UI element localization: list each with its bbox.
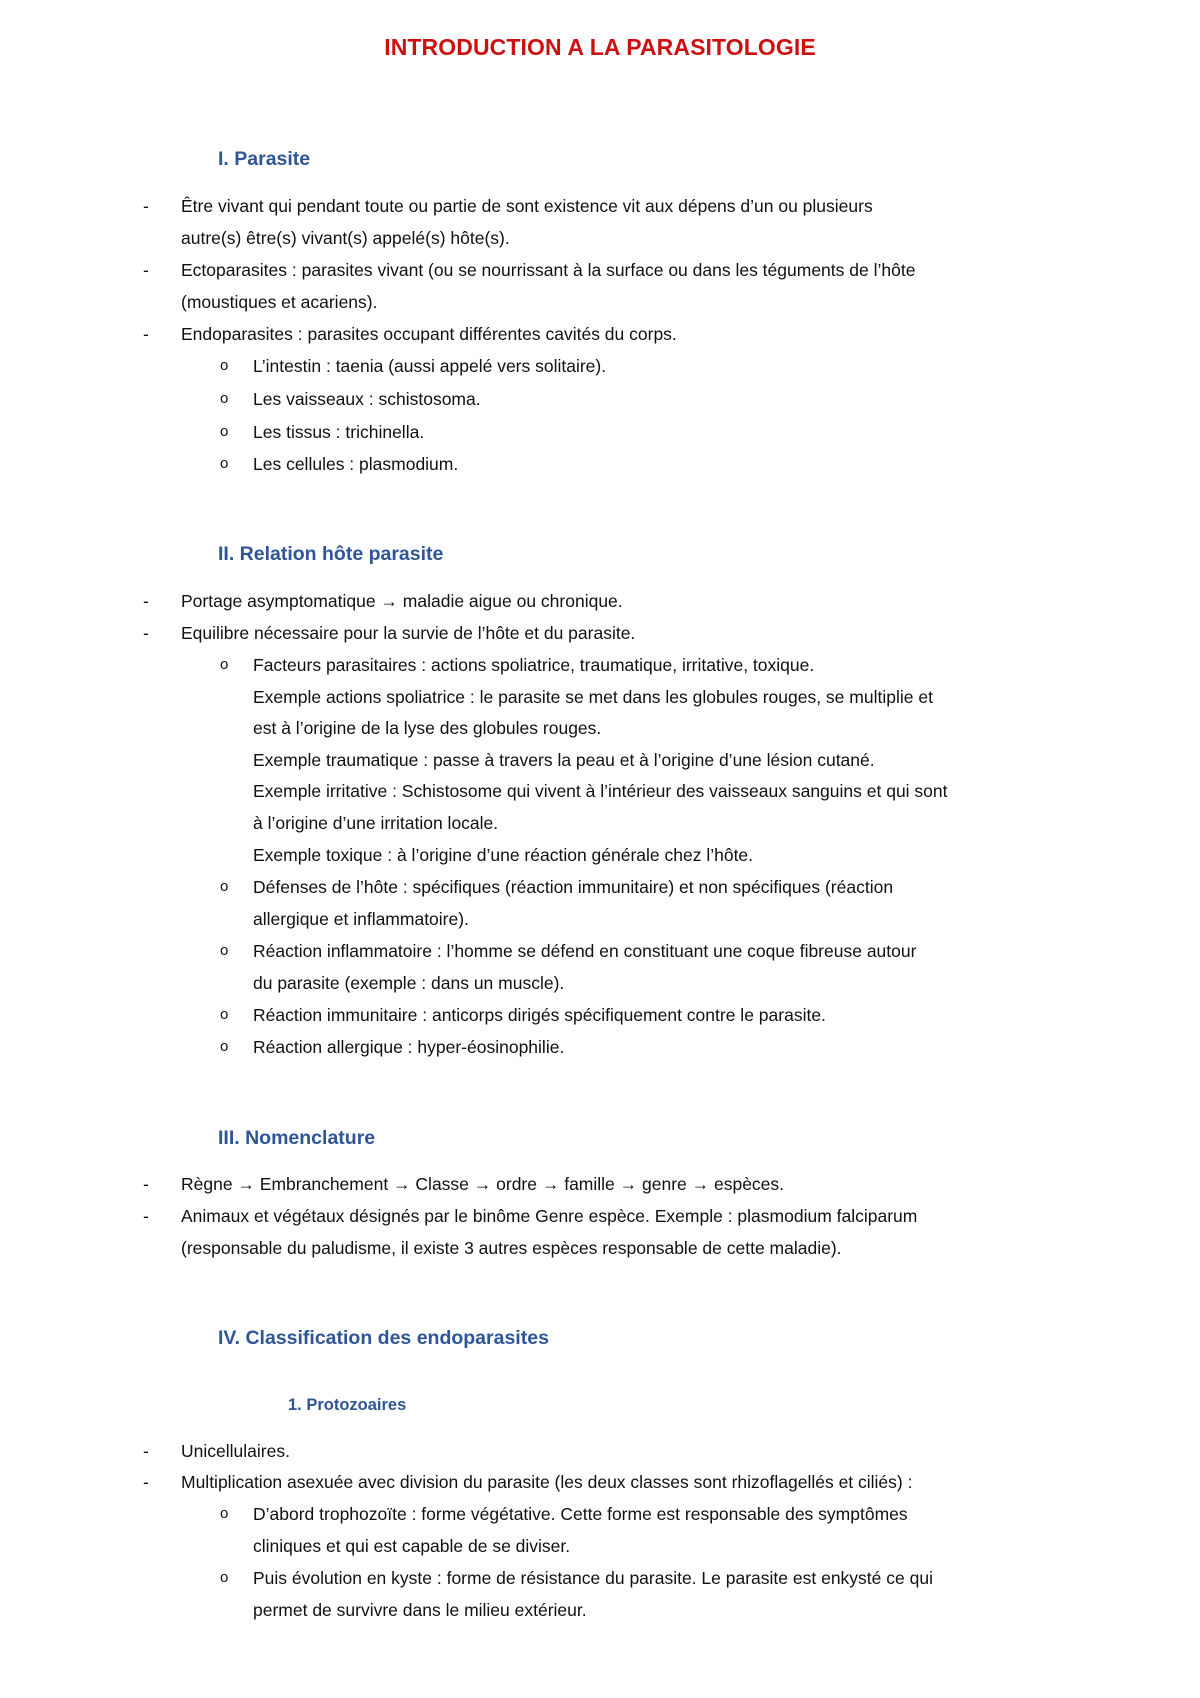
bullet-circle: o: [220, 656, 229, 673]
definition-line: autre(s) être(s) vivant(s) appelé(s) hôte(s).: [181, 228, 510, 248]
bullet-circle: o: [220, 878, 229, 895]
bullet-dash: -: [143, 1472, 149, 1492]
bullet-dash: -: [143, 1441, 149, 1461]
list-item: Unicellulaires.: [181, 1441, 290, 1461]
list-item-continuation: (responsable du paludisme, il existe 3 autres espèces responsable de cette maladie).: [181, 1238, 842, 1258]
list-item: Règne → Embranchement → Classe → ordre → famille → genre → espèces.: [181, 1174, 785, 1194]
bullet-circle: o: [220, 455, 229, 472]
list-item-continuation: Exemple irritative : Schistosome qui vivent à l’intérieur des vaisseaux sanguins et qui sont: [253, 781, 948, 801]
list-item-continuation: à l’origine d’une irritation locale.: [253, 813, 499, 833]
list-item: Facteurs parasitaires : actions spoliatrice, traumatique, irritative, toxique.: [253, 655, 815, 675]
list-item-continuation: Exemple traumatique : passe à travers la peau et à l’origine d’une lésion cutané.: [253, 750, 875, 770]
bullet-dash: -: [143, 591, 149, 611]
bullet-circle: o: [220, 1569, 229, 1586]
list-item-continuation: allergique et inflammatoire).: [253, 909, 469, 929]
list-item: Réaction inflammatoire : l’homme se défend en constituant une coque fibreuse autour: [253, 941, 917, 961]
ectoparasites-line: Ectoparasites : parasites vivant (ou se nourrissant à la surface ou dans les téguments de l’hôte: [181, 260, 916, 280]
bullet-dash: -: [143, 623, 149, 643]
list-item-continuation: du parasite (exemple : dans un muscle).: [253, 973, 565, 993]
bullet-circle: o: [220, 1505, 229, 1522]
list-item-continuation: Exemple actions spoliatrice : le parasite se met dans les globules rouges, se multiplie et: [253, 687, 933, 707]
list-item: L’intestin : taenia (aussi appelé vers solitaire).: [253, 356, 607, 376]
list-item-continuation: permet de survivre dans le milieu extérieur.: [253, 1600, 587, 1620]
bullet-circle: o: [220, 1038, 229, 1055]
document-title: INTRODUCTION A LA PARASITOLOGIE: [384, 34, 816, 60]
bullet-circle: o: [220, 423, 229, 440]
section-heading-nomenclature: III. Nomenclature: [218, 1127, 376, 1149]
list-item: Portage asymptomatique → maladie aigue ou chronique.: [181, 591, 623, 611]
bullet-circle: o: [220, 390, 229, 407]
subsection-heading-protozoaires: 1. Protozoaires: [288, 1396, 407, 1414]
bullet-dash: -: [143, 260, 149, 280]
bullet-circle: o: [220, 1006, 229, 1023]
bullet-circle: o: [220, 942, 229, 959]
section-heading-relation: II. Relation hôte parasite: [218, 543, 444, 565]
list-item-continuation: Exemple toxique : à l’origine d’une réaction générale chez l’hôte.: [253, 845, 754, 865]
list-item-continuation: est à l’origine de la lyse des globules rouges.: [253, 718, 602, 738]
list-item: Puis évolution en kyste : forme de résistance du parasite. Le parasite est enkysté ce qui: [253, 1568, 933, 1588]
list-item: Défenses de l’hôte : spécifiques (réaction immunitaire) et non spécifiques (réaction: [253, 877, 894, 897]
list-item: Les vaisseaux : schistosoma.: [253, 389, 481, 409]
ectoparasites-line: (moustiques et acariens).: [181, 292, 378, 312]
bullet-dash: -: [143, 196, 149, 216]
list-item: Les cellules : plasmodium.: [253, 454, 459, 474]
list-item-continuation: cliniques et qui est capable de se diviser.: [253, 1536, 571, 1556]
list-item: Les tissus : trichinella.: [253, 422, 425, 442]
bullet-circle: o: [220, 357, 229, 374]
bullet-dash: -: [143, 1174, 149, 1194]
list-item: Equilibre nécessaire pour la survie de l’hôte et du parasite.: [181, 623, 636, 643]
endoparasites-line: Endoparasites : parasites occupant différentes cavités du corps.: [181, 324, 677, 344]
bullet-dash: -: [143, 324, 149, 344]
definition-line: Être vivant qui pendant toute ou partie de sont existence vit aux dépens d’un ou plusieurs: [181, 196, 873, 216]
list-item: Réaction allergique : hyper-éosinophilie.: [253, 1037, 565, 1057]
list-item: D’abord trophozoïte : forme végétative. Cette forme est responsable des symptômes: [253, 1504, 908, 1524]
bullet-dash: -: [143, 1206, 149, 1226]
section-heading-parasite: I. Parasite: [218, 148, 311, 170]
list-item: Animaux et végétaux désignés par le binôme Genre espèce. Exemple : plasmodium falciparum: [181, 1206, 918, 1226]
list-item: Réaction immunitaire : anticorps dirigés spécifiquement contre le parasite.: [253, 1005, 826, 1025]
section-heading-classification: IV. Classification des endoparasites: [218, 1327, 549, 1349]
list-item: Multiplication asexuée avec division du parasite (les deux classes sont rhizoflagellés et ciliés) :: [181, 1472, 913, 1492]
